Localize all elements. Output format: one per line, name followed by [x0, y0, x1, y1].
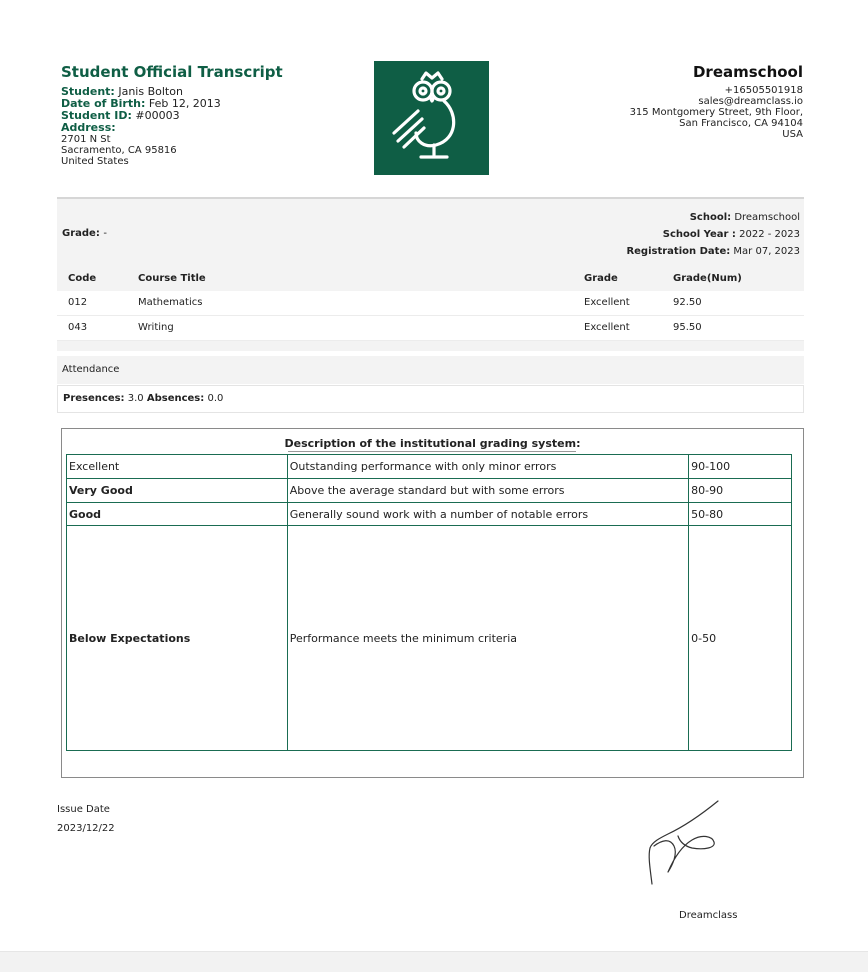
course-grade-num: 92.50: [673, 297, 702, 308]
issue-date-value: 2023/12/22: [57, 823, 115, 834]
student-id-label: Student ID:: [61, 109, 132, 122]
table-row: [67, 526, 792, 751]
course-table-header: [57, 267, 804, 291]
page-title: Student Official Transcript: [61, 63, 283, 81]
enrollment-info: [626, 209, 800, 260]
header-grade: Grade: [584, 273, 618, 284]
registration-date-label: Registration Date:: [626, 246, 731, 257]
grade-label: Grade:: [62, 228, 100, 239]
issue-date-label: Issue Date: [57, 804, 110, 815]
address-line-2: Sacramento, CA 95816: [61, 145, 177, 156]
dob-value: Feb 12, 2013: [148, 97, 221, 110]
student-label: Student:: [61, 85, 115, 98]
grading-system-title: Description of the institutional grading system:: [284, 437, 581, 450]
student-info: [61, 63, 361, 167]
grade-summary: [57, 197, 804, 267]
student-id-value: #00003: [135, 109, 180, 122]
grade-description: Performance meets the minimum criteria: [287, 526, 688, 751]
attendance-values: [63, 393, 223, 404]
address-line-3: United States: [61, 156, 129, 167]
grade-range: 80-90: [689, 479, 792, 503]
course-title: Writing: [138, 322, 174, 333]
school-label: School:: [689, 212, 732, 223]
grade-description: Above the average standard but with some errors: [287, 479, 688, 503]
address-label: Address:: [61, 121, 116, 134]
course-grade: Excellent: [584, 322, 630, 333]
attendance-title: Attendance: [62, 364, 120, 375]
school-year-value: 2022 - 2023: [739, 229, 800, 240]
grade-name: Very Good: [67, 479, 288, 503]
absences-value: 0.0: [207, 393, 224, 404]
school-logo: [374, 61, 489, 175]
registration-date-field: [626, 243, 800, 260]
school-year-field: [626, 226, 800, 243]
dob-label: Date of Birth:: [61, 97, 146, 110]
course-table: [57, 267, 804, 351]
grade-range: 50-80: [689, 503, 792, 526]
grading-system-box: [61, 428, 804, 778]
school-phone: +16505501918: [724, 85, 803, 96]
presences-label: Presences:: [63, 393, 125, 404]
school-info: [503, 63, 803, 140]
header-grade-num: Grade(Num): [673, 273, 742, 284]
owl-logo-icon: [374, 61, 489, 175]
address-line-1: 2701 N St: [61, 134, 111, 145]
school-value: Dreamschool: [734, 212, 800, 223]
attendance-body: [57, 385, 804, 413]
presences-value: 3.0: [127, 393, 144, 404]
course-code: 012: [68, 297, 88, 308]
page-bottom-edge: [0, 951, 868, 972]
grade-description: Generally sound work with a number of notable errors: [287, 503, 688, 526]
grade-field: [62, 228, 107, 239]
signature-icon: [640, 796, 730, 891]
header-code: Code: [68, 273, 97, 284]
school-year-label: School Year :: [662, 229, 736, 240]
school-address-line-1: 315 Montgomery Street, 9th Floor,: [629, 107, 803, 118]
school-address-line-2: San Francisco, CA 94104: [679, 118, 803, 129]
table-row: [57, 291, 804, 316]
grade-name: Good: [67, 503, 288, 526]
school-email: sales@dreamclass.io: [698, 96, 803, 107]
table-row: [67, 503, 792, 526]
course-code: 043: [68, 322, 88, 333]
table-row: [67, 479, 792, 503]
school-name: Dreamschool: [692, 63, 803, 81]
grade-value: -: [103, 228, 107, 239]
grade-description: Outstanding performance with only minor errors: [287, 455, 688, 479]
student-name: Janis Bolton: [118, 85, 183, 98]
course-title: Mathematics: [138, 297, 203, 308]
grading-system-table: [66, 454, 792, 751]
divider: [288, 451, 576, 452]
header-course-title: Course Title: [138, 273, 206, 284]
grade-name: Excellent: [67, 455, 288, 479]
table-footer-band: [57, 341, 804, 351]
grade-name: Below Expectations: [67, 526, 288, 751]
course-grade-num: 95.50: [673, 322, 702, 333]
table-row: [67, 455, 792, 479]
issue-date-block: [57, 800, 115, 838]
signer-name: Dreamclass: [679, 910, 738, 921]
registration-date-value: Mar 07, 2023: [733, 246, 800, 257]
table-row: [57, 316, 804, 341]
course-grade: Excellent: [584, 297, 630, 308]
grade-range: 90-100: [689, 455, 792, 479]
grade-range: 0-50: [689, 526, 792, 751]
school-address-line-3: USA: [782, 129, 803, 140]
absences-label: Absences:: [146, 393, 205, 404]
school-field: [626, 209, 800, 226]
attendance-header: [57, 356, 804, 384]
